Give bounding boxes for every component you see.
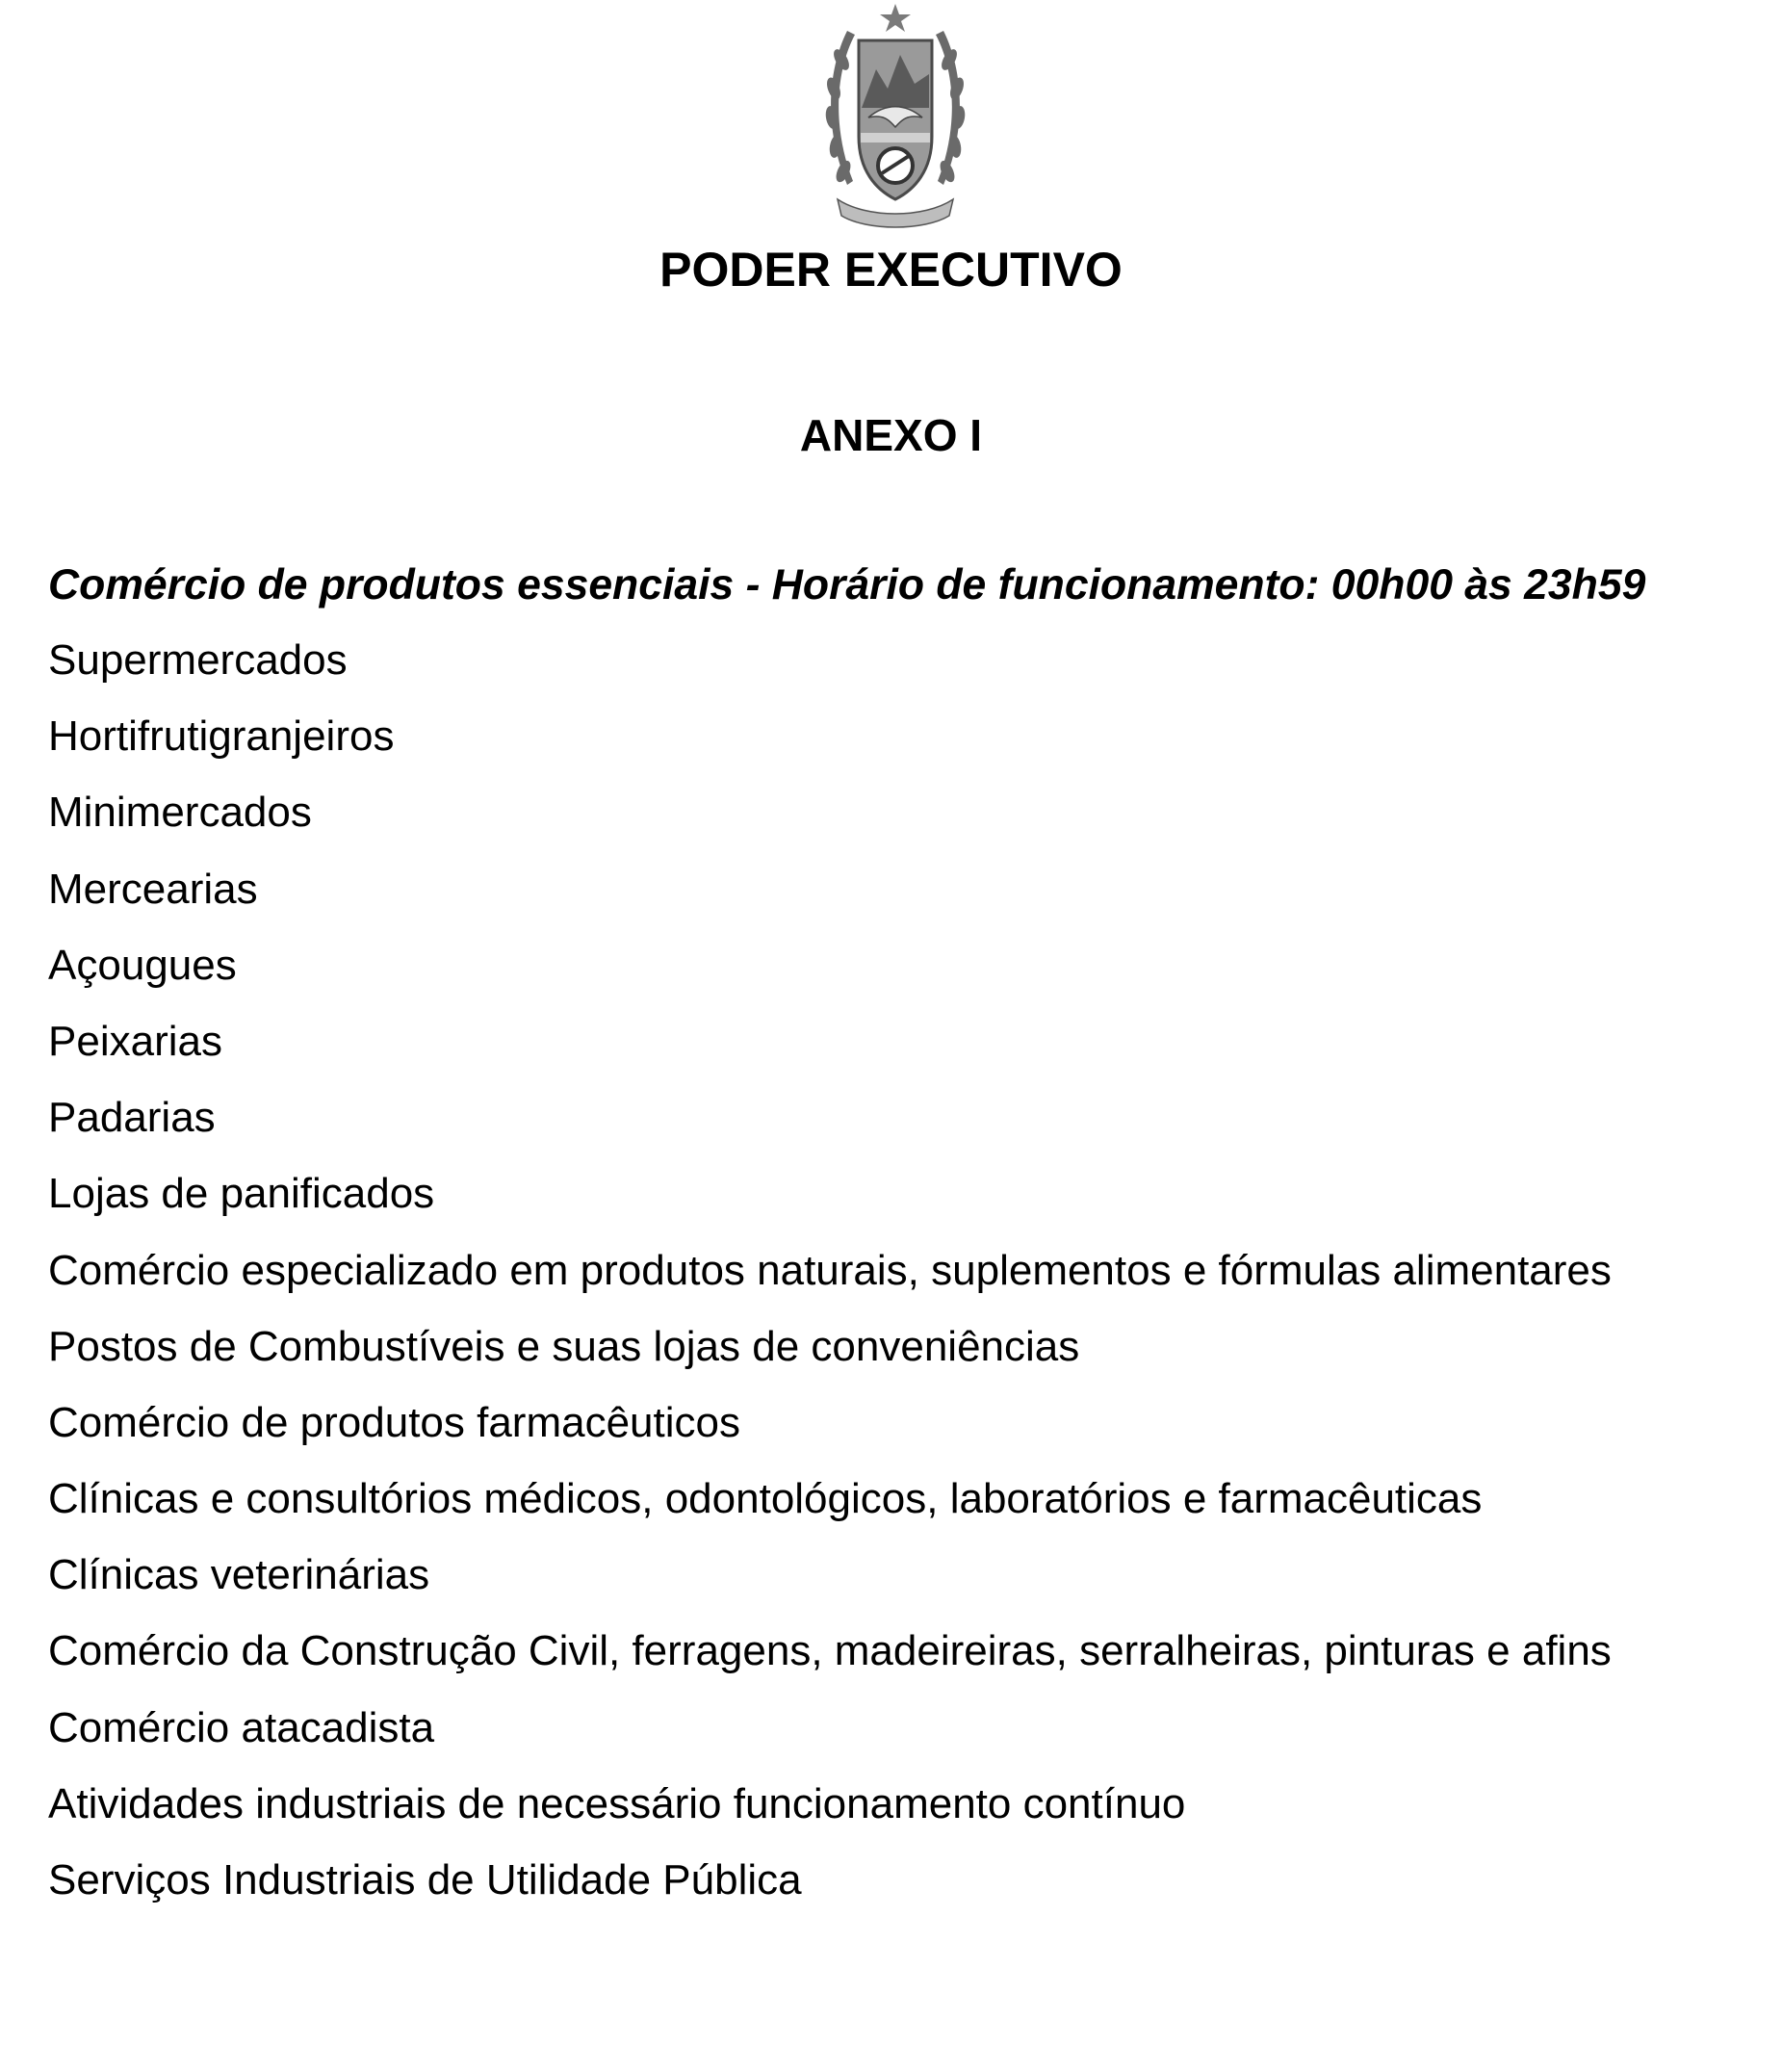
- list-item: Peixarias: [48, 1017, 222, 1065]
- coat-of-arms-icon: [809, 2, 982, 233]
- star-icon: [880, 4, 911, 32]
- list-item: Padarias: [48, 1094, 216, 1142]
- list-item: Comércio da Construção Civil, ferragens, madeireiras, serralheiras, pinturas e afins: [48, 1627, 1612, 1675]
- page-title: PODER EXECUTIVO: [659, 243, 1123, 297]
- list-item: Clínicas e consultórios médicos, odontológicos, laboratórios e farmacêuticas: [48, 1475, 1483, 1523]
- list-item: Lojas de panificados: [48, 1170, 435, 1218]
- section-heading: Comércio de produtos essenciais - Horário de funcionamento: 00h00 às 23h59: [48, 561, 1646, 609]
- list-item: Hortifrutigranjeiros: [48, 712, 395, 761]
- list-item: Clínicas veterinárias: [48, 1551, 430, 1599]
- list-item: Supermercados: [48, 636, 348, 684]
- list-item: Comércio especializado em produtos naturais, suplementos e fórmulas alimentares: [48, 1246, 1612, 1294]
- list-item: Atividades industriais de necessário funcionamento contínuo: [48, 1779, 1186, 1827]
- list-item: Postos de Combustíveis e suas lojas de conveniências: [48, 1322, 1080, 1370]
- list-item: Comércio de produtos farmacêuticos: [48, 1398, 740, 1446]
- list-item: Minimercados: [48, 789, 312, 837]
- list-item: Açougues: [48, 941, 237, 989]
- establishment-list: [48, 634, 1612, 1930]
- list-item: Comércio atacadista: [48, 1703, 435, 1751]
- annex-title: ANEXO I: [799, 410, 983, 460]
- list-item: Serviços Industriais de Utilidade Pública: [48, 1856, 802, 1904]
- list-item: Mercearias: [48, 865, 258, 913]
